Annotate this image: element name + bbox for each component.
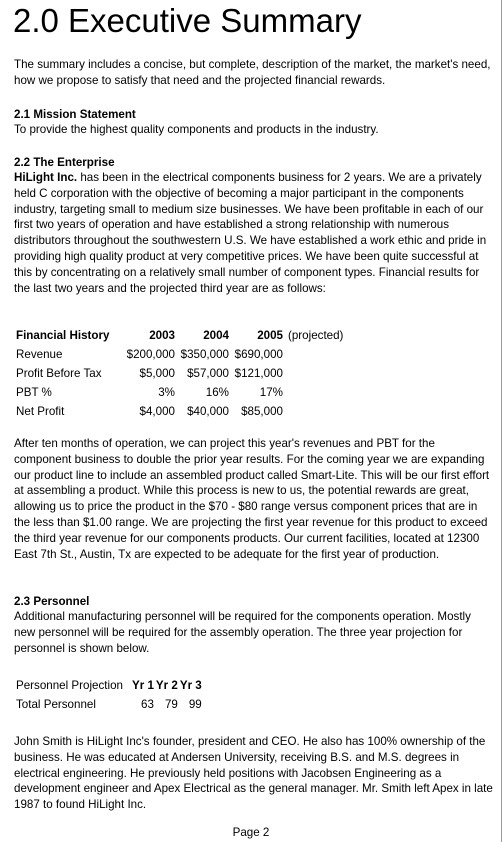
table-header-cell: Yr 3 [179,679,202,692]
founder-paragraph: John Smith is HiLight Inc's founder, president and CEO. He also has 100% ownership of the business. He was educated at Andersen University, receiving B.S. and M.S. degrees in electrical engineering. He previously held positions with Jacobsen Engineering as a development engineer and Apex Electrical as the general manager. Mr. Smith left Apex in late 1987 to found HiLight Inc. [14,735,493,812]
table-cell: Profit Before Tax [16,367,102,380]
enterprise-heading: 2.2 The Enterprise [14,156,115,169]
table-row [15,383,344,402]
table-cell: $57,000 [187,367,229,380]
table-row [15,402,344,421]
table-header-row [15,326,344,345]
table-cell: Net Profit [16,405,65,418]
table-cell: PBT % [16,386,52,399]
mission-text: To provide the highest quality components and products in the industry. [14,123,379,136]
table-header-note: (projected) [288,329,344,342]
financial-history-table [15,326,344,421]
personnel-table [15,676,203,714]
table-cell: Revenue [16,348,63,361]
table-header-cell: Yr 1 [132,679,154,692]
table-header-cell: Yr 2 [155,679,178,692]
table-cell: Total Personnel [16,698,96,711]
table-cell: $121,000 [234,367,283,380]
personnel-paragraph: Additional manufacturing personnel will be required for the components operation. Mostly new personnel will be required for the assembly operation. The three year projection for personnel is shown below. [14,610,471,655]
mission-heading: 2.1 Mission Statement [14,108,136,121]
table-cell: $690,000 [234,348,283,361]
table-row [15,695,203,714]
table-cell: $5,000 [139,367,175,380]
enterprise-paragraph [14,170,494,296]
page-title: 2.0 Executive Summary [13,2,362,39]
table-header-cell: 2004 [203,329,229,342]
table-cell-empty [284,383,344,402]
table-cell-empty [284,345,344,364]
company-name: HiLight Inc. [14,171,78,184]
table-row [15,364,344,383]
table-cell: 17% [259,386,283,399]
personnel-heading: 2.3 Personnel [14,595,90,608]
table-cell: $200,000 [126,348,175,361]
intro-paragraph: The summary includes a concise, but complete, description of the market, the market's need, how we propose to satisfy that need and the projected financial rewards. [14,58,491,87]
table-cell-empty [284,402,344,421]
table-header-cell: 2003 [149,329,175,342]
table-cell-empty [284,364,344,383]
table-cell: $4,000 [139,405,175,418]
enterprise-paragraph-2: After ten months of operation, we can project this year's revenues and PBT for the component business to double the prior year results. For the coming year we are expanding our product line to include an assembled product called Smart-Lite. This will be our first effort at assembling a product. While this process is new to us, the potential rewards are great, allowing us to price the product in the $70 - $80 range versus component prices that are in the less than $1.00 range. We are projecting the first year revenue for this product to exceed the third year revenue for our components products. Our current facilities, located at 12300 East 7th St., Austin, Tx are expected to be adequate for the first year of production. [14,437,490,561]
table-row [15,345,344,364]
table-header-cell: 2005 [257,329,283,342]
table-header-cell: Financial History [16,329,110,342]
page-number: Page 2 [232,826,270,839]
table-cell: 99 [188,698,202,711]
table-cell: 16% [205,386,229,399]
table-header-cell: Personnel Projection [16,679,123,692]
table-header-row [15,676,203,695]
table-cell: 79 [164,698,178,711]
table-cell: $40,000 [187,405,229,418]
table-cell: 3% [158,386,175,399]
table-cell: $85,000 [241,405,283,418]
table-cell: $350,000 [180,348,229,361]
table-cell: 63 [141,698,154,711]
enterprise-text: has been in the electrical components business for 2 years. We are a privately held C corporation with the objective of becoming a major participant in the components industry, targeting small to medium size businesses. We have been profitable in each of our first two years of operation and have established a strong relationship with numerous distributors throughout the southwestern U.S. We have established a work ethic and pride in providing high quality product at very competitive prices. We have been quite successful at this by concentrating on a relatively small number of component types. Financial results for the last two years and the projected third year are as follows: [14,171,487,295]
